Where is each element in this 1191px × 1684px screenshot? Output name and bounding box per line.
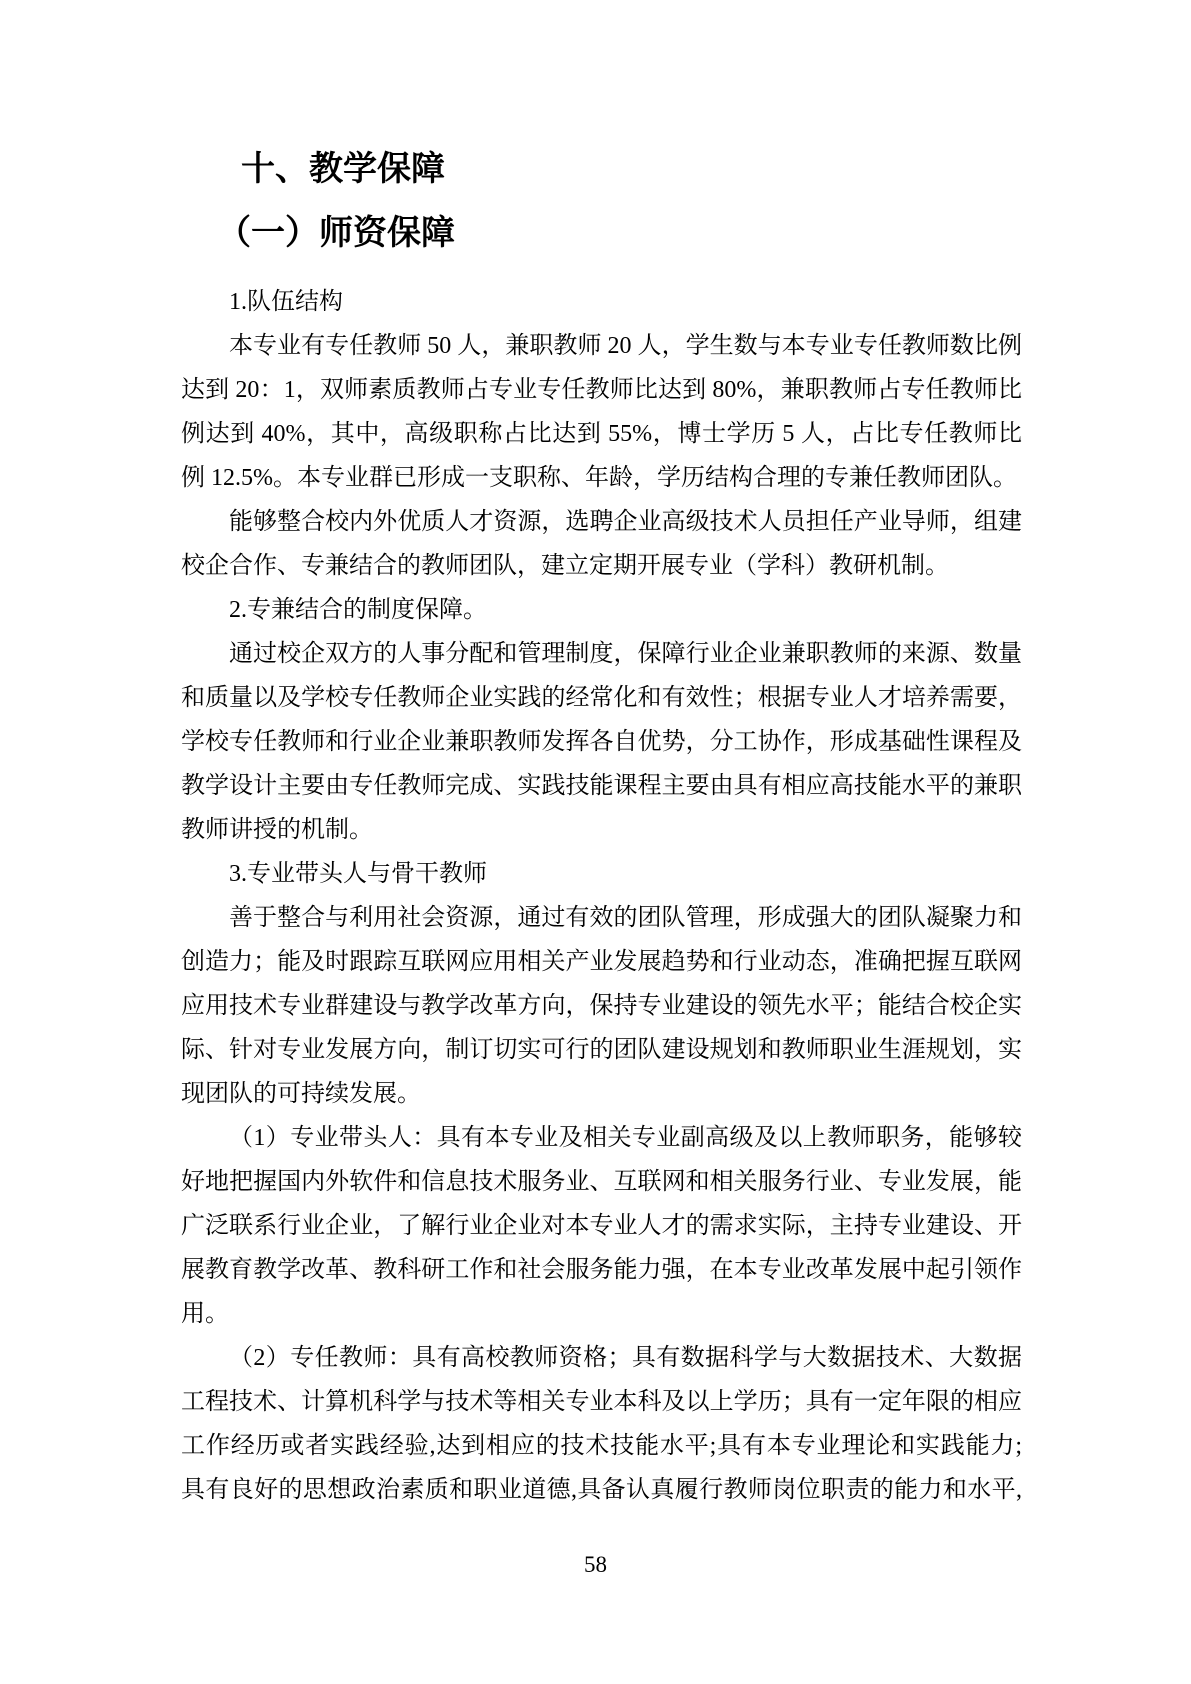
text-line: 展教育教学改革、教科研工作和社会服务能力强，在本专业改革发展中起引领作 bbox=[181, 1257, 1022, 1283]
subsection-heading: （一）师资保障 bbox=[217, 214, 455, 252]
text-line: 创造力；能及时跟踪互联网应用相关产业发展趋势和行业动态，准确把握互联网 bbox=[181, 949, 1022, 975]
text-line: 和质量以及学校专任教师企业实践的经常化和有效性；根据专业人才培养需要， bbox=[181, 685, 1022, 711]
text-line: 2.专兼结合的制度保障。 bbox=[229, 597, 487, 623]
text-line: 工程技术、计算机科学与技术等相关专业本科及以上学历；具有一定年限的相应 bbox=[181, 1389, 1022, 1415]
text-line: 教师讲授的机制。 bbox=[181, 817, 373, 843]
page-number: 58 bbox=[584, 1552, 607, 1577]
text-line: （2）专任教师：具有高校教师资格；具有数据科学与大数据技术、大数据 bbox=[229, 1345, 1022, 1371]
text-line: 能够整合校内外优质人才资源，选聘企业高级技术人员担任产业导师，组建 bbox=[229, 509, 1022, 535]
text-line: 学校专任教师和行业企业兼职教师发挥各自优势，分工协作，形成基础性课程及 bbox=[181, 729, 1022, 755]
text-line: 应用技术专业群建设与教学改革方向，保持专业建设的领先水平；能结合校企实 bbox=[181, 993, 1022, 1019]
text-line: 例达到 40%，其中，高级职称占比达到 55%，博士学历 5 人，占比专任教师比 bbox=[181, 421, 1022, 447]
document-content bbox=[181, 0, 1022, 1512]
document-body bbox=[181, 280, 1022, 1512]
text-line: 际、针对专业发展方向，制订切实可行的团队建设规划和教师职业生涯规划，实 bbox=[181, 1037, 1022, 1063]
text-line: 达到 20：1，双师素质教师占专业专任教师比达到 80%，兼职教师占专任教师比 bbox=[181, 377, 1022, 403]
text-line: 用。 bbox=[181, 1301, 229, 1327]
text-line: 具有良好的思想政治素质和职业道德,具备认真履行教师岗位职责的能力和水平, bbox=[181, 1477, 1022, 1503]
text-line: （1）专业带头人：具有本专业及相关专业副高级及以上教师职务，能够较 bbox=[229, 1125, 1022, 1151]
text-line: 现团队的可持续发展。 bbox=[181, 1081, 421, 1107]
text-line: 例 12.5%。本专业群已形成一支职称、年龄，学历结构合理的专兼任教师团队。 bbox=[181, 465, 1017, 491]
text-line: 3.专业带头人与骨干教师 bbox=[229, 861, 487, 887]
text-line: 本专业有专任教师 50 人，兼职教师 20 人，学生数与本专业专任教师数比例 bbox=[229, 333, 1022, 359]
text-line: 教学设计主要由专任教师完成、实践技能课程主要由具有相应高技能水平的兼职 bbox=[181, 773, 1022, 799]
text-line: 校企合作、专兼结合的教师团队，建立定期开展专业（学科）教研机制。 bbox=[181, 553, 949, 579]
text-line: 1.队伍结构 bbox=[229, 289, 343, 315]
section-heading: 十、教学保障 bbox=[241, 150, 445, 188]
text-line: 善于整合与利用社会资源，通过有效的团队管理，形成强大的团队凝聚力和 bbox=[229, 905, 1022, 931]
text-line: 通过校企双方的人事分配和管理制度，保障行业企业兼职教师的来源、数量 bbox=[229, 641, 1022, 667]
text-line: 好地把握国内外软件和信息技术服务业、互联网和相关服务行业、专业发展，能 bbox=[181, 1169, 1022, 1195]
text-line: 广泛联系行业企业，了解行业企业对本专业人才的需求实际，主持专业建设、开 bbox=[181, 1213, 1022, 1239]
text-line: 工作经历或者实践经验,达到相应的技术技能水平;具有本专业理论和实践能力; bbox=[181, 1433, 1022, 1459]
